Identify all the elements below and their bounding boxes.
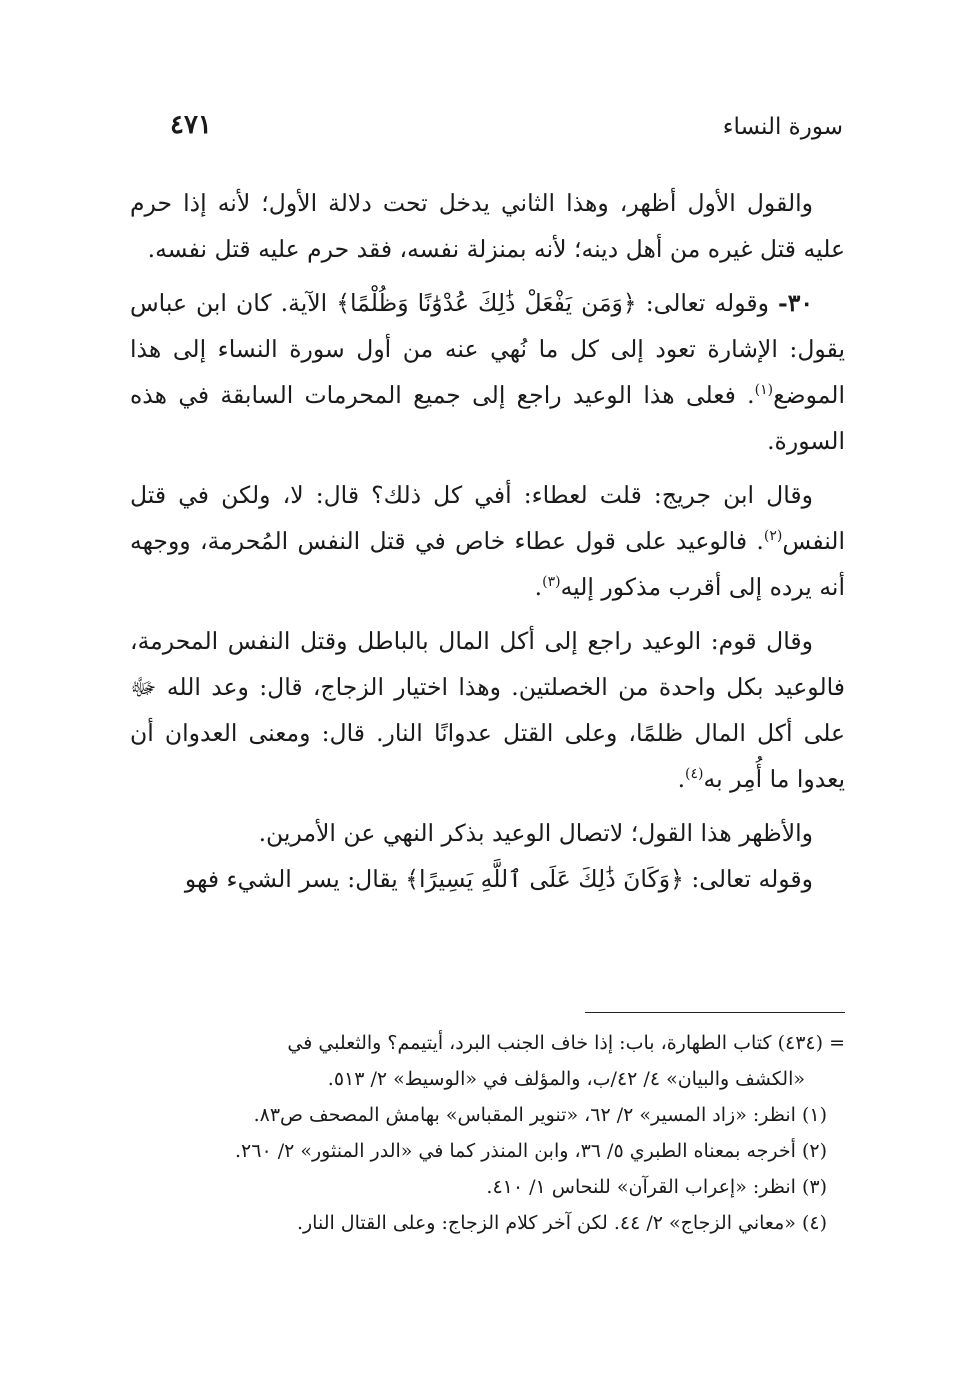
footnote-continued: «الكشف والبيان» ٤/ ٤٢/ب، والمؤلف في «الوسيط» ٢/ ٥١٣. bbox=[327, 1068, 805, 1090]
footnote-2: (٢) أخرجه بمعناه الطبري ٥/ ٣٦، وابن المنذر كما في «الدر المنثور» ٢/ ٢٦٠. bbox=[234, 1140, 827, 1162]
footnote-1: (١) انظر: «زاد المسير» ٢/ ٦٢، «تنوير المقباس» بهامش المصحف ص٨٣. bbox=[253, 1104, 827, 1126]
footnote-ref: (٣) bbox=[542, 574, 561, 591]
verse-number: ٣٠- bbox=[777, 289, 813, 317]
footnote-continued: = (٤٣٤) كتاب الطهارة، باب: إذا خاف الجنب البرد، أيتيمم؟ والثعلبي في bbox=[287, 1032, 845, 1054]
footnote-separator bbox=[585, 1012, 845, 1013]
page-header bbox=[130, 108, 843, 148]
footnote-ref: (٤) bbox=[685, 766, 704, 783]
paragraph: والأظهر هذا القول؛ لاتصال الوعيد بذكر النهي عن الأمرين. bbox=[258, 819, 813, 847]
quran-verse: ﴿وَكَانَ ذَٰلِكَ عَلَى ٱللَّهِ يَسِيرًا﴾ bbox=[405, 865, 684, 893]
paragraph-verse-30: ٣٠- وقوله تعالى: ﴿وَمَن يَفْعَلْ ذَٰلِكَ عُدْوَٰنًا وَظُلْمًا﴾ الآية. كان ابن عباس يقول: الإشارة تعود إلى كل ما نُهي عنه من أول سورة النساء إلى هذا الموضع$^{(١)}$. فعلى هذا الوعيد راجع إلى جميع المحرمات السابقة في هذه السورة. bbox=[130, 289, 845, 455]
footnote-4: (٤) «معاني الزجاج» ٢/ ٤٤. لكن آخر كلام الزجاج: وعلى القتال النار. bbox=[296, 1212, 827, 1234]
footnote-ref: (١) bbox=[754, 382, 774, 399]
surah-title: سورة النساء bbox=[722, 114, 843, 140]
paragraph: وقال قوم: الوعيد راجع إلى أكل المال بالباطل وقتل النفس المحرمة، فالوعيد بكل واحدة من الخصلتين. وهذا اختيار الزجاج، قال: وعد الله ﷻ على أكل المال ظلمًا، وعلى القتل عدوانًا النار. قال: ومعنى العدوان أن يعدوا ما أُمِر به$^{(٤)}$. bbox=[130, 627, 845, 793]
quran-verse: ﴿وَمَن يَفْعَلْ ذَٰلِكَ عُدْوَٰنًا وَظُلْمًا﴾ bbox=[336, 289, 637, 317]
paragraph: وقال ابن جريج: قلت لعطاء: أفي كل ذلك؟ قال: لا، ولكن في قتل النفس$^{(٢)}$. فالوعيد على قول عطاء خاص في قتل النفس المُحرمة، ووجهه أنه يرده إلى أقرب مذكور إليه$^{(٣)}$. bbox=[130, 481, 845, 601]
main-text bbox=[130, 180, 845, 902]
paragraph: وقوله تعالى: ﴿وَكَانَ ذَٰلِكَ عَلَى ٱللَّهِ يَسِيرًا﴾ يقال: يسر الشيء فهو bbox=[184, 865, 813, 893]
footnote-3: (٣) انظر: «إعراب القرآن» للنحاس ١/ ٤١٠. bbox=[486, 1176, 827, 1198]
footnotes bbox=[130, 1025, 845, 1241]
paragraph: والقول الأول أظهر، وهذا الثاني يدخل تحت دلالة الأول؛ لأنه إذا حرم عليه قتل غيره من أهل دينه؛ لأنه بمنزلة نفسه، فقد حرم عليه قتل نفسه. bbox=[130, 189, 845, 263]
page-number: ٤٧١ bbox=[170, 110, 212, 140]
footnote-ref: (٢) bbox=[763, 528, 783, 545]
